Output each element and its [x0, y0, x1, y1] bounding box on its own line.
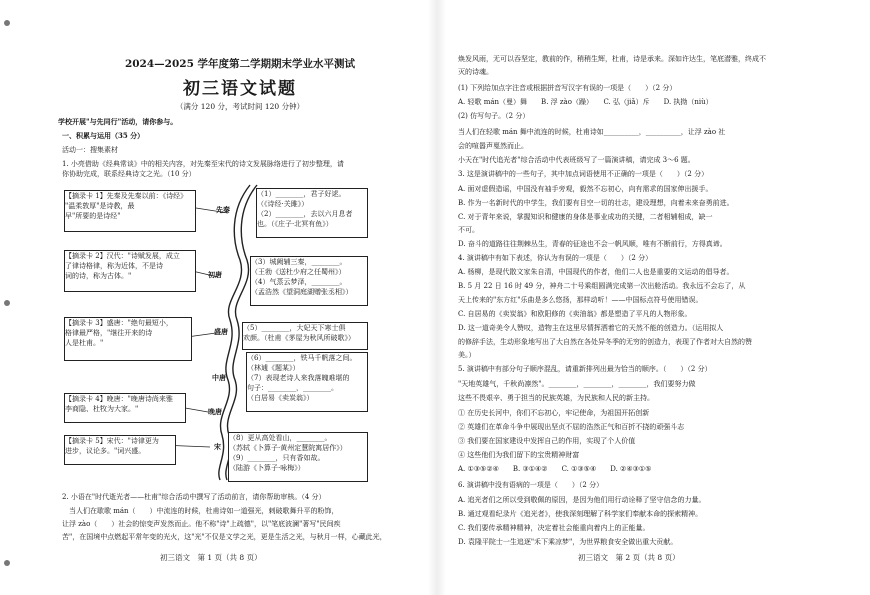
- text-line: C. 我们要传承精神精神，决定着社会能重向着内上的正能量。: [458, 524, 650, 532]
- text-line: A. ①③⑤②④ B. ③①④② C. ①③⑤④ D. ②④③①⑤: [458, 465, 652, 473]
- page-2: [438, 0, 870, 595]
- era-label: 晚唐: [208, 407, 222, 416]
- fill-line: （孟浩然《望洞庭湖赠张丞相》）: [251, 288, 353, 296]
- text-line: 6. 演讲稿中没有语病的一项是（ ）（2 分）: [458, 481, 604, 489]
- text-line: D. 袁隆平院士一生追逐"禾下乘凉梦"，为世界粮食安全做出重大贡献。: [458, 538, 678, 546]
- text-line: D. 奋斗的道路往往荆棘丛生，青春的征途也不会一帆风顺，唯有不断前行，方得真谛。: [458, 240, 727, 248]
- fill-line: （2）________，去以六月息者: [257, 210, 353, 218]
- note-card-1: [64, 190, 196, 232]
- text-line: 的修辞手法，生动形象地写出了大自然在各处异冬季的无穷的创造力，表现了作者对大自然的赞: [458, 338, 752, 346]
- text-line: A. 追光者们之所以受到敬佩的原因，是因为他们用行动诠释了坚守信念的力量。: [458, 496, 706, 504]
- text-line: 会的喧嚣声戛然而止。: [458, 142, 528, 150]
- text-line: ① 在历史长河中，你们不忘初心，牢记使命，为祖国开拓创新: [458, 409, 650, 417]
- text-line: ③ 我们要在国家建设中发挥自己的作用，实现了个人价值: [458, 437, 636, 445]
- question-2-line: 当人们在歇歌 mán（ ）中流连的时候，杜甫诗如一道强光，刺破歌舞升平的粉饰，: [62, 507, 339, 515]
- fill-line: 欢颜。（杜甫《茅屋为秋风所破歌》）: [243, 334, 355, 342]
- era-label: 宋: [214, 442, 221, 451]
- note-card-line: 【摘录卡 3】盛唐："绝句最短小，: [65, 319, 173, 327]
- text-line: B. 通过观看纪录片《追光者》，使我深刻理解了科学家们奉献本命的探索精神。: [458, 510, 703, 518]
- fill-line: （1）________，君子好逑。: [257, 190, 346, 198]
- text-line: 美。）: [458, 351, 476, 359]
- note-card-line: 格律最严格，"继往开来的诗: [65, 329, 153, 337]
- fill-line: （苏轼《卜算子·黄州定慧院寓居作》）: [229, 444, 347, 452]
- fill-box-2: [250, 256, 368, 306]
- fill-line: （8）更从高处看山，________。: [229, 434, 332, 442]
- page-footer: 初三语文 第 2 页（共 8 页）: [578, 553, 680, 562]
- fill-line: （林逋《题某》）: [247, 364, 300, 372]
- fill-line: （7）表现老诗人来我落魄难堪的: [247, 374, 350, 382]
- text-line: 焕发风雨，无可以吞坚定，教前的作，稍稍生辉，杜甫，诗是承来。深如许达生，笔底潜雅，终成不: [458, 55, 766, 63]
- text-line: D. 这一道奇美令人赞叹，造物主在这里尽情挥洒着它的天然不能的创造力。（运用拟人: [458, 324, 724, 332]
- exam-year-line: 2024—2025 学年度第二学期期末学业水平测试: [124, 58, 356, 70]
- question-1-line: 你协助完成，联系经典诗文之光。（10 分）: [62, 170, 196, 178]
- note-card-line: 【摘录卡 4】晚唐："晚唐诗尚来雅: [65, 395, 173, 403]
- question-1-line: 1. 小亮借助《经典常谈》中的相关内容，对先秦至宋代的诗文发展脉络进行了初步整理，请: [62, 160, 344, 168]
- activity-intro: 学校开展"与先同行"活动，请你参与。: [58, 117, 178, 126]
- fill-line: （5）________，大妃天下寒士俱: [243, 324, 346, 332]
- text-line: A. 杨柳，是现代散文家朱自清，中国现代的作者，他们二人也是重要的文运动的倡导者。: [458, 268, 734, 276]
- era-label: 中唐: [212, 373, 226, 382]
- note-card-line: 【摘录卡 1】先秦及先秦以前：《诗经》: [65, 192, 188, 200]
- note-card-2: [64, 250, 196, 292]
- fill-line: （4）气蒸云梦泽，________。: [251, 278, 347, 286]
- text-line: 4. 演讲稿中有如下表述，你认为有误的一项是（ ）（2 分）: [458, 254, 653, 262]
- fill-box-1: [256, 188, 368, 238]
- text-line: ④ 这些他们为我们留下的宝贵精神财富: [458, 451, 580, 459]
- text-line: 3. 这是演讲稿中的一些句子，其中加点词语使用不正确的一项是（ ）（2 分）: [458, 170, 709, 178]
- text-line: 不可。: [458, 226, 479, 234]
- text-line: 当人们在轻歌 mán 舞中流连的时候，杜甫诗如__________，__________，让浮 zào 社: [458, 128, 726, 136]
- note-card-line: "温柔敦厚"是诗教，最: [65, 202, 135, 210]
- text-line: 灭的诗魂。: [458, 68, 493, 76]
- fill-line: （白居易《卖炭翁》）: [247, 394, 314, 402]
- text-line: B. 5 月 22 日 16 时 49 分，神舟二十号乘组圆满完成第一次出舱活动。我永远不会忘了，从: [458, 282, 746, 290]
- era-label: 先秦: [216, 205, 230, 214]
- fill-box-3: [242, 322, 368, 350]
- text-line: B. 作为一名新时代的中学生，我们要有目空一切的壮志，建设理想，向着未来奋勇前进。: [458, 199, 734, 207]
- text-line: 天上传来的"东方红"乐曲是多么悠扬，那样动听！——中国标点符号使用错误。: [458, 296, 703, 304]
- fill-box-4: [246, 352, 368, 412]
- text-line: C. 自居易的《卖炭翁》和欧阳修的《卖油翁》都是塑造了平凡的人物形象。: [458, 310, 692, 318]
- fill-box-5: [228, 432, 368, 482]
- note-card-line: 词的诗，称为古体。": [65, 272, 132, 280]
- note-card-4: [64, 393, 186, 423]
- activity-one-heading: 活动一：搜集素材: [62, 146, 118, 154]
- note-card-line: 【摘录卡 2】汉代："诗赋发展，成立: [65, 252, 180, 260]
- era-label: 盛唐: [214, 327, 228, 336]
- note-card-5: [64, 435, 176, 465]
- text-line: ② 英雄们在革命斗争中展现出坚贞不屈的浩然正气和百折不挠的顽强斗志: [458, 423, 685, 431]
- text-line: (2) 仿写句子。（2 分）: [458, 112, 530, 120]
- fill-line: （王勃《送杜少府之任蜀州》）: [251, 268, 346, 276]
- question-2-line: 2. 小语在"时代逝光者——杜甫"综合活动中撰写了活动前言，请你帮助审核。（4 分）: [62, 493, 326, 501]
- text-line: 小天在"时代追光者"综合活动中代表班级写了一篇演讲稿，请完成 3～6 题。: [458, 156, 695, 164]
- text-line: 这些不畏艰辛、勇于担当的民族英雄，为民族和人民的新主持。: [458, 394, 654, 402]
- text-line: C. 对于青年来说，掌握知识和健康的身体是事业成功的关键，二者相辅相成，缺一: [458, 213, 713, 221]
- era-label: 初唐: [208, 270, 222, 279]
- fill-line: （6）________，铁马千帆落之间。: [247, 354, 357, 362]
- fill-line: 也。（《庄子·北冥有鱼》）: [257, 220, 333, 228]
- note-card-3: [64, 317, 192, 361]
- exam-title: 初三语文试题: [183, 79, 297, 99]
- note-card-line: 进步，议论多。"词兴盛。: [65, 447, 146, 455]
- exam-info: （满分 120 分，考试时间 120 分钟）: [175, 102, 305, 111]
- note-card-line: 【摘录卡 5】宋代："诗律更为: [65, 437, 159, 445]
- note-card-line: 了律诗格律，称为近体，不是诗: [65, 262, 163, 270]
- text-line: A. 轻歌 mán（曼）舞 B. 浮 zào（躁） C. 弘（jiǎ）斥 D. 执拗（niù）: [458, 98, 713, 106]
- text-line: "天地英雄气，千秋尚凛然"。________，________，________，我们要努力做: [458, 380, 696, 388]
- text-line: A. 面对虚假造谣，中国没有袖手旁观，毅然不忘初心，向有需求的国家伸出援手。: [458, 185, 713, 193]
- note-card-line: 人是杜甫。": [65, 339, 104, 347]
- text-line: 5. 演讲稿中有部分句子顺序混乱，请重新排列出最为恰当的顺序。（ ）（2 分）: [458, 365, 712, 373]
- page-footer: 初三语文 第 1 页（共 8 页）: [160, 553, 262, 562]
- note-card-line: 早"所要的是诗经": [65, 212, 121, 220]
- fill-line: （《诗经·关雎》）: [257, 200, 309, 208]
- fill-line: 句子：________，________。: [247, 384, 338, 392]
- question-2-line: 让浮 zào（ ）社会的惊变声发然而止。他不称"诗"上疏德"，以"笔底波澜"著写"民间疾: [62, 520, 341, 528]
- fill-line: （3）城阙辅三秦，________。: [251, 258, 347, 266]
- text-line: (1) 下列给加点字注音或根据拼音写汉字有误的一项是（ ）（2 分）: [458, 84, 677, 92]
- section-heading: 一、积累与运用（35 分）: [62, 131, 145, 140]
- fill-line: （陆游《卜算子·咏梅》）: [229, 464, 305, 472]
- fill-line: （9）________，只有香如故。: [229, 454, 325, 462]
- question-2-line: 苦"，在国境中点燃起平常年变的光火，这"光"不仅是文学之光，更是生活之光，与秋月一样，心藏此光，: [62, 533, 387, 541]
- note-card-line: 李商隐、杜牧为大家。": [65, 405, 139, 413]
